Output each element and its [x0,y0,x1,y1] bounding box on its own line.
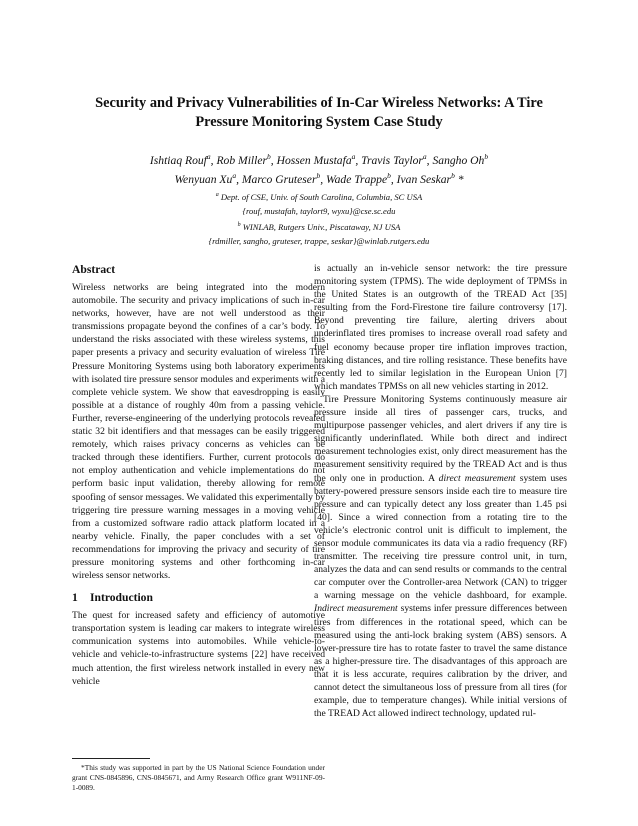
introduction-heading [72,590,325,605]
author-separator: * [454,173,464,186]
affiliation-a [40,192,598,203]
author-name: Travis Taylor [361,154,423,167]
author-list-line-1 [40,154,598,168]
author-affiliation-marker: b [267,152,271,162]
abstract-heading: Abstract [72,263,116,276]
email-list: {rdmiller, sangho, gruteser, trappe, seskar}@winlab.rutgers.edu [208,236,430,246]
footnote-rule [72,758,150,759]
author-separator: , [390,173,397,186]
affiliation-a-emails [40,206,598,217]
tpms-paragraph [314,393,567,720]
emphasis-term: Indirect measurement [314,603,398,615]
author-affiliation-marker: a [206,152,211,162]
author-affiliation-marker: b [484,152,489,162]
affiliation-marker: a [215,192,219,199]
author-separator: , [236,173,242,186]
paragraph-text: system uses battery-powered pressure sensors inside each tire to measure tire pressure and can typically detect any loss greater than 1.45 psi [40]. Since a wired connection from a rotating tire to the vehicle’s electronic control unit is difficult to implement, the sensor module communicates its data via a radio frequency (RF) transmitter. The receiving tire pressure control unit, in turn, analyzes the data and can send results or commands to the central car computer over the Controller-area Network (CAN) to trigger a warning message on the vehicle dashboard, for example. [314,472,568,602]
author-name: Ishtiaq Rouf [149,154,207,167]
author-affiliation-marker: a [422,152,427,162]
author-separator: , [210,154,217,167]
paragraph-text: Tire Pressure Monitoring Systems continuously measure air pressure inside all tires of passenger cars, trucks, and multipurpose passenger vehicles, and alert drivers if any tire is significantly underinflated. While both direct and indirect measurement technologies exist, only direct measurement has the measurement sensitivity required by the TREAD Act and is thus the only one in production. A [314,393,567,484]
author-separator: , [355,154,362,167]
introduction-body: The quest for increased safety and efficiency of automotive transportation system is leading car makers to integrate wireless communication systems into automobiles. While vehicle-to-vehicle and vehicle-to-infrastructure systems [22] have received much attention, the first wireless network installed in every new vehicle [72,610,325,687]
email-list: {rouf, mustafah, taylort9, wyxu}@cse.sc.edu [242,206,396,216]
affiliation-b [40,222,598,233]
right-column [314,262,567,720]
author-affiliation-marker: b [316,171,321,181]
author-affiliation-marker: b [387,171,391,181]
introduction-continued-paragraph: is actually an in-vehicle sensor network: the tire pressure monitoring system (TPMS). The wide deployment of TPMSs in the United States is an outgrowth of the TREAD Act [35] resulting from the Ford-Firestone tire failure controversy [17]. Beyond preventing tire failure, alerting drivers about underinflated tires promises to increase overall road safety and fuel economy because proper tire inflation improves traction, braking distances, and tire rolling resistance. These benefits have recently led to similar legislation in the European Union [7] which mandates TPMSs on all new vehicles starting in 2012. [314,263,567,392]
paper-title [60,94,578,132]
author-name: Wenyuan Xu [174,173,233,186]
section-title: Introduction [90,591,153,605]
author-affiliation-marker: a [232,171,237,181]
author-name: Marco Gruteser [241,173,317,186]
footnote: *This study was supported in part by the US National Science Foundation under grant CNS-0845896, CNS-0845671, and Army Research Office grant W911NF-09-1-0089. [72,763,325,792]
author-separator: , [320,173,327,186]
emphasis-term: direct measurement [438,472,516,484]
author-affiliation-marker: a [351,152,356,162]
author-list-line-2 [40,173,598,187]
author-name: Hossen Mustafa [276,154,352,167]
author-name: Sangho Oh [432,154,485,167]
affiliation-text: Dept. of CSE, Univ. of South Carolina, Columbia, SC USA [218,192,423,202]
affiliation-text: WINLAB, Rutgers Univ., Piscataway, NJ USA [240,222,401,232]
title-line-2: Pressure Monitoring System Case Study [195,114,443,130]
author-name: Rob Miller [216,154,268,167]
author-name: Ivan Seskar [396,173,452,186]
left-column [72,262,325,688]
author-separator: , [270,154,277,167]
author-name: Wade Trappe [326,173,388,186]
section-number: 1 [72,591,78,605]
author-affiliation-marker: b [451,171,455,181]
paragraph-text: systems infer pressure differences between tires from differences in the rotational speed, which can be measured using the anti-lock braking system (ABS) sensors. A lower-pressure tire has to rotate faster to travel the same distance as a higher-pressure tire. The disadvantages of this approach are that it is less accurate, requires calibration by the driver, and cannot detect the simultaneous loss of pressure from all tires (for example, due to temperature changes). While initial versions of the TREAD Act allowed indirect technology, updated rul- [314,603,567,720]
author-separator: , [426,154,433,167]
abstract-body: Wireless networks are being integrated into the modern automobile. The security and privacy implications of such in-car networks, however, have are not well understood as their transmissions propagate beyond the confines of a car’s body. To understand the risks associated with these wireless systems, this paper presents a privacy and security evaluation of wireless Tire Pressure Monitoring Systems using both laboratory experiments with isolated tire pressure sensor modules and experiments with a complete vehicle system. We show that eavesdropping is easily possible at a distance of roughly 40m from a passing vehicle. Further, reverse-engineering of the underlying protocols revealed static 32 bit identifiers and that messages can be easily triggered remotely, which raises privacy concerns as vehicles can be tracked through these identifiers. Further, current protocols do not employ authentication and vehicle implementations do not perform basic input validation, thereby allowing for remote spoofing of sensor messages. We validated this experimentally by triggering tire pressure warning messages in a moving vehicle from a customized software radio attack platform located in a nearby vehicle. Finally, the paper concludes with a set of recommendations for improving the privacy and security of tire pressure monitoring systems and other forthcoming in-car wireless sensor networks. [72,282,325,582]
title-line-1: Security and Privacy Vulnerabilities of In-Car Wireless Networks: A Tire [95,95,543,111]
affiliation-b-emails [40,236,598,247]
affiliation-marker: b [237,222,241,229]
